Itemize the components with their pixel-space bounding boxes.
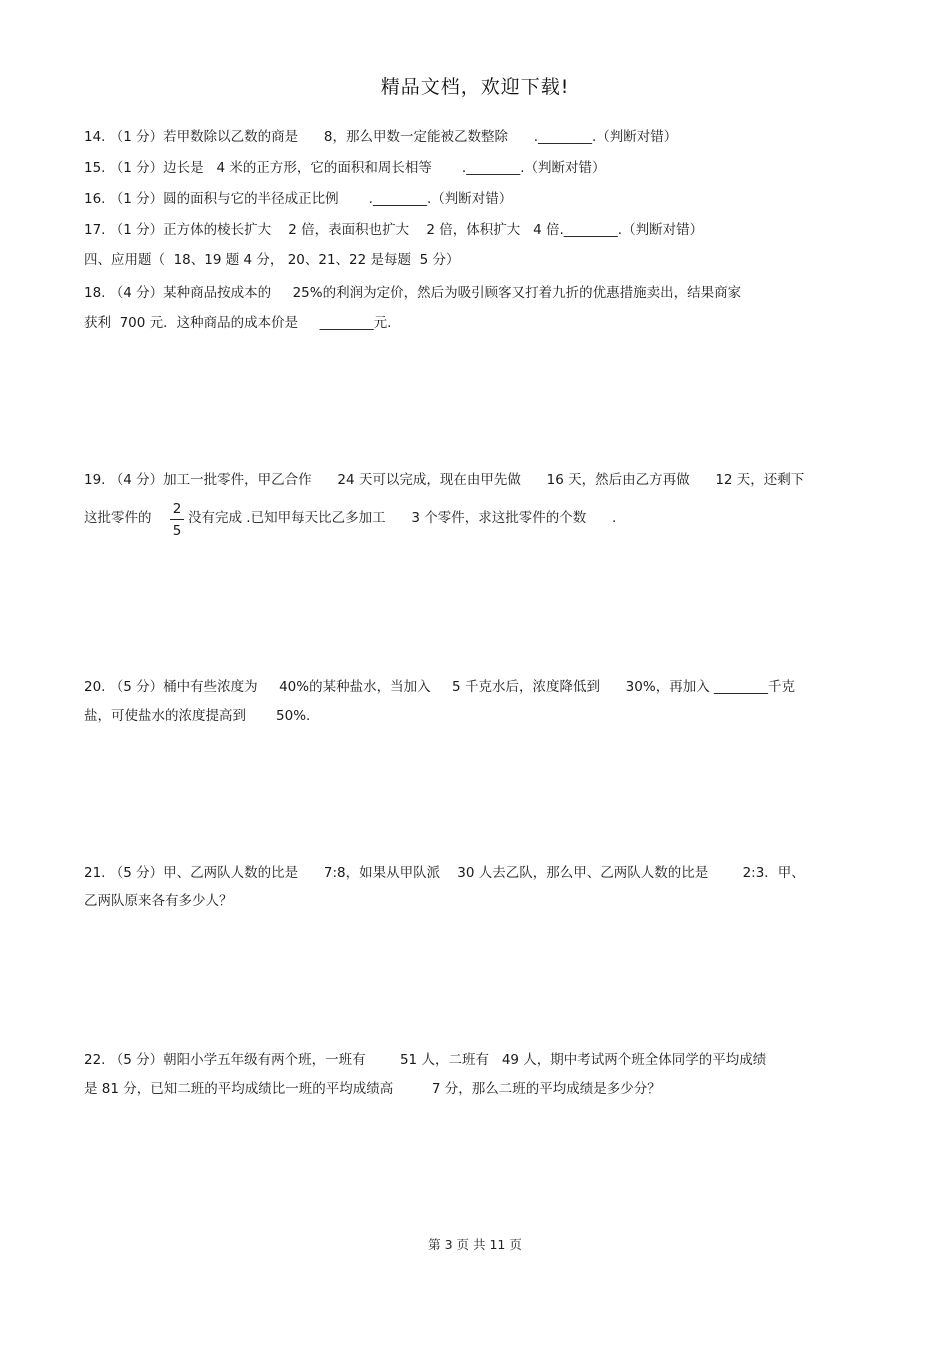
question-22-line-2: 是 81 分，已知二班的平均成绩比一班的平均成绩高 7 分，那么二班的平均成绩是多少分？: [84, 1081, 661, 1097]
question-18-line-1: 18. （4 分）某种商品按成本的 25%的利润为定价，然后为吸引顾客又打着九折的优惠措施卖出，结果商家: [84, 285, 742, 301]
question-19-line-1: 19. （4 分）加工一批零件，甲乙合作 24 天可以完成，现在由甲先做 16 天，然后由乙方再做 12 天，还剩下: [84, 472, 805, 488]
fraction-bar: [170, 519, 184, 520]
page-header: 精品文档，欢迎下载!: [380, 76, 570, 98]
fraction-numerator: 2: [172, 501, 182, 517]
question-20-line-2: 盐，可使盐水的浓度提高到 50%.: [84, 708, 311, 724]
question-16: 16. （1 分）圆的面积与它的半径成正比例 .________.（判断对错）: [84, 191, 513, 207]
question-21-line-2: 乙两队原来各有多少人？: [84, 893, 233, 909]
question-17: 17. （1 分）正方体的棱长扩大 2 倍，表面积也扩大 2 倍，体积扩大 4 倍.________.（判断对错）: [84, 222, 704, 238]
question-19-line-2a: 这批零件的: [84, 510, 152, 526]
question-22-line-1: 22. （5 分）朝阳小学五年级有两个班，一班有 51 人，二班有 49 人，期中考试两个班全体同学的平均成绩: [84, 1052, 767, 1068]
question-15: 15. （1 分）边长是 4 米的正方形，它的面积和周长相等 .________.（判断对错）: [84, 160, 606, 176]
question-18-line-2: 获利 700 元．这种商品的成本价是 ________元.: [84, 315, 392, 331]
question-19-line-2b: 没有完成 .已知甲每天比乙多加工 3 个零件，求这批零件的个数 .: [188, 510, 617, 526]
fraction-two-fifths: [170, 501, 184, 539]
question-14: 14. （1 分）若甲数除以乙数的商是 8，那么甲数一定能被乙数整除 .________.（判断对错）: [84, 129, 678, 145]
section-heading-applied: 四、应用题（ 18、19 题 4 分， 20、21、22 是每题 5 分）: [84, 252, 460, 268]
fraction-denominator: 5: [172, 523, 182, 539]
question-20-line-1: 20. （5 分）桶中有些浓度为 40%的某种盐水，当加入 5 千克水后，浓度降低到 30%，再加入 ________千克: [84, 679, 795, 695]
page-number-footer: 第 3 页 共 11 页: [428, 1237, 522, 1252]
question-21-line-1: 21. （5 分）甲、乙两队人数的比是 7:8，如果从甲队派 30 人去乙队，那么甲、乙两队人数的比是 2:3．甲、: [84, 865, 805, 881]
